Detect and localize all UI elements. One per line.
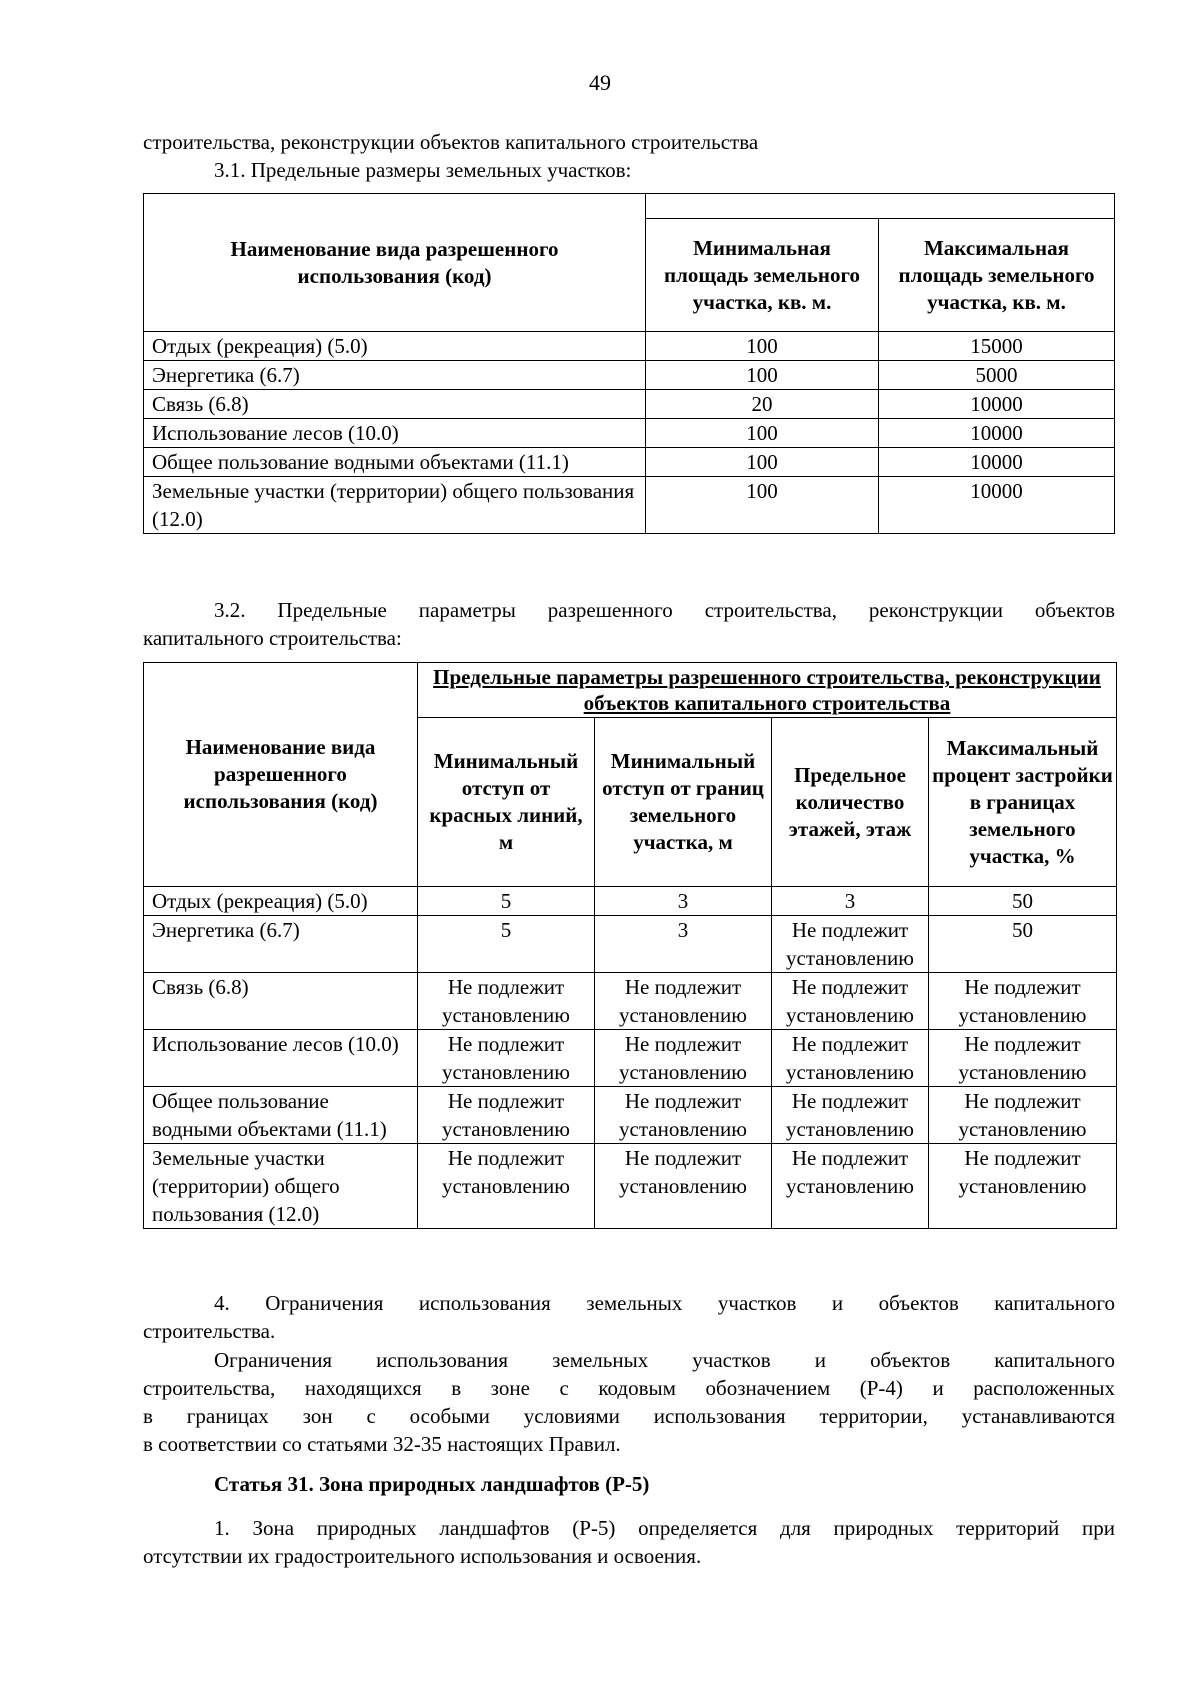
section-3-2-line2: капитального строительства: — [143, 626, 402, 650]
table1-header-max-area: Максимальная площадь земельного участка, кв. м. — [879, 219, 1115, 332]
table-row — [144, 1087, 1117, 1144]
table1-cell-name: Использование лесов (10.0) — [144, 419, 646, 448]
table2-cell-c3: Не подлежит установлению — [772, 1030, 929, 1087]
table2-cell-c1: Не подлежит установлению — [418, 1144, 595, 1229]
table2-cell-c4: Не подлежит установлению — [929, 1144, 1117, 1229]
table2-group-header-row — [144, 663, 1117, 718]
table1-cell-min: 100 — [646, 477, 879, 534]
table2-header-group — [418, 663, 1117, 718]
section-4-paragraph-line1: Ограничения использования земельных участков и объектов капитального — [214, 1348, 1115, 1372]
table2-cell-c4: Не подлежит установлению — [929, 973, 1117, 1030]
table-row — [144, 1144, 1117, 1229]
section-4-line1: 4. Ограничения использования земельных участков и объектов капитального — [214, 1291, 1115, 1315]
table2-header-col1: Минимальный отступ от красных линий, м — [418, 718, 595, 887]
table1-cell-max: 10000 — [879, 390, 1115, 419]
table2-cell-name: Связь (6.8) — [144, 973, 418, 1030]
table2-cell-name: Земельные участки (территории) общего пользования (12.0) — [144, 1144, 418, 1229]
table1-cell-name: Отдых (рекреация) (5.0) — [144, 332, 646, 361]
table2-cell-c2: Не подлежит установлению — [595, 1030, 772, 1087]
table-row — [144, 973, 1117, 1030]
table2-cell-c2: 3 — [595, 887, 772, 916]
table2-cell-c1: 5 — [418, 887, 595, 916]
table-row — [144, 361, 1115, 390]
table2-cell-c2: Не подлежит установлению — [595, 973, 772, 1030]
section-4-paragraph-line2: строительства, находящихся в зоне с кодовым обозначением (Р-4) и расположенных — [143, 1376, 1115, 1400]
table2-cell-name: Использование лесов (10.0) — [144, 1030, 418, 1087]
page-number: 49 — [589, 70, 611, 95]
table2-cell-c2: Не подлежит установлению — [595, 1144, 772, 1229]
table1-cell-name: Земельные участки (территории) общего пользования (12.0) — [144, 477, 646, 534]
table2-header-col3: Предельное количество этажей, этаж — [772, 718, 929, 887]
table2-header-name: Наименование вида разрешенного использования (код) — [144, 663, 418, 887]
table2-cell-c1: Не подлежит установлению — [418, 1030, 595, 1087]
section-4-paragraph-line3: в границах зон с особыми условиями использования территории, устанавливаются — [143, 1404, 1115, 1428]
table1-cell-min: 100 — [646, 361, 879, 390]
table1-cell-max: 10000 — [879, 477, 1115, 534]
table2-cell-c3: 3 — [772, 887, 929, 916]
table2-cell-name: Общее пользование водными объектами (11.1) — [144, 1087, 418, 1144]
table2-cell-c1: Не подлежит установлению — [418, 973, 595, 1030]
table2-cell-c4: Не подлежит установлению — [929, 1087, 1117, 1144]
table1-header-name: Наименование вида разрешенного использования (код) — [144, 194, 646, 332]
table2-cell-name: Отдых (рекреация) (5.0) — [144, 887, 418, 916]
article-31-title: Статья 31. Зона природных ландшафтов (Р-5) — [214, 1472, 650, 1496]
table1-cell-min: 100 — [646, 448, 879, 477]
table-row — [144, 332, 1115, 361]
table-row — [144, 887, 1117, 916]
table2-header-col2: Минимальный отступ от границ земельного участка, м — [595, 718, 772, 887]
table1-cell-max: 5000 — [879, 361, 1115, 390]
table1-cell-min: 100 — [646, 419, 879, 448]
table2-cell-c4: Не подлежит установлению — [929, 1030, 1117, 1087]
construction-parameters-table — [143, 662, 1117, 1229]
table2-cell-c3: Не подлежит установлению — [772, 916, 929, 973]
table2-cell-c1: 5 — [418, 916, 595, 973]
table2-cell-c3: Не подлежит установлению — [772, 1087, 929, 1144]
table1-cell-name: Общее пользование водными объектами (11.1) — [144, 448, 646, 477]
table1-cell-min: 20 — [646, 390, 879, 419]
article-31-paragraph-line1: 1. Зона природных ландшафтов (Р-5) определяется для природных территорий при — [214, 1516, 1115, 1540]
table2-cell-c2: 3 — [595, 916, 772, 973]
table-row — [144, 390, 1115, 419]
table2-header-group-text: Предельные параметры разрешенного строительства, реконструкции объектов капитального строительства — [433, 665, 1101, 715]
table2-header-col4: Максимальный процент застройки в границах земельного участка, % — [929, 718, 1117, 887]
table2-cell-c2: Не подлежит установлению — [595, 1087, 772, 1144]
table2-cell-c3: Не подлежит установлению — [772, 973, 929, 1030]
table2-cell-c3: Не подлежит установлению — [772, 1144, 929, 1229]
section-4-line2: строительства. — [143, 1319, 276, 1343]
section-3-2-line1: 3.2. Предельные параметры разрешенного строительства, реконструкции объектов — [214, 598, 1115, 622]
article-31-paragraph-line2: отсутствии их градостроительного использования и освоения. — [143, 1544, 702, 1568]
table-row — [144, 1030, 1117, 1087]
table1-header-empty-cell — [646, 194, 1115, 219]
table-row — [144, 916, 1117, 973]
table1-cell-max: 10000 — [879, 448, 1115, 477]
table1-cell-min: 100 — [646, 332, 879, 361]
table2-cell-c4: 50 — [929, 916, 1117, 973]
table1-cell-max: 15000 — [879, 332, 1115, 361]
table1-header-min-area: Минимальная площадь земельного участка, кв. м. — [646, 219, 879, 332]
table1-cell-max: 10000 — [879, 419, 1115, 448]
intro-line: строительства, реконструкции объектов капитального строительства — [143, 130, 759, 154]
table1-cell-name: Энергетика (6.7) — [144, 361, 646, 390]
table2-cell-name: Энергетика (6.7) — [144, 916, 418, 973]
table1-top-row — [144, 194, 1115, 219]
table2-cell-c1: Не подлежит установлению — [418, 1087, 595, 1144]
table-row — [144, 419, 1115, 448]
table-row — [144, 477, 1115, 534]
table2-cell-c4: 50 — [929, 887, 1117, 916]
land-plot-size-table — [143, 193, 1115, 534]
table-row — [144, 448, 1115, 477]
section-4-paragraph-line4: в соответствии со статьями 32-35 настоящих Правил. — [143, 1432, 621, 1456]
section-3-1-heading: 3.1. Предельные размеры земельных участков: — [214, 158, 632, 182]
table1-cell-name: Связь (6.8) — [144, 390, 646, 419]
